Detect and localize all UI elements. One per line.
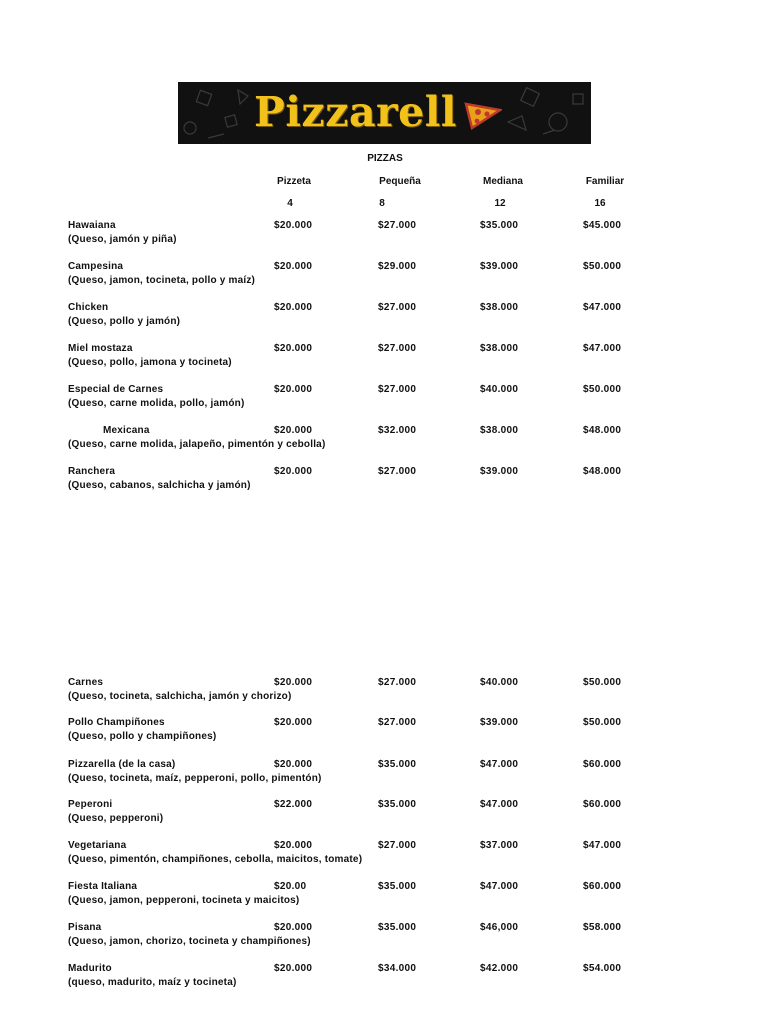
menu-item-price: $27.000 (378, 302, 417, 313)
menu-item-price: $42.000 (480, 963, 519, 974)
menu-item-price: $27.000 (378, 677, 417, 688)
menu-heading: PIZZAS (367, 153, 403, 164)
menu-item (68, 677, 748, 711)
menu-item-price: $47.000 (480, 881, 519, 892)
menu-item-ingredients: (Queso, pollo y champiñones) (68, 731, 217, 742)
menu-item-ingredients: (Queso, jamon, tocineta, pollo y maíz) (68, 275, 256, 286)
menu-item-name: Pizzarella (de la casa) (68, 759, 176, 770)
menu-item-price: $20.000 (274, 425, 313, 436)
menu-item (68, 759, 748, 793)
size-slices-pizzeta: 4 (287, 198, 293, 209)
menu-item-ingredients: (Queso, pollo y jamón) (68, 316, 181, 327)
menu-item-price: $47.000 (480, 799, 519, 810)
menu-item-price: $47.000 (583, 302, 622, 313)
menu-item-name: Peperoni (68, 799, 113, 810)
menu-item-price: $20.000 (274, 840, 313, 851)
menu-item-name: Campesina (68, 261, 124, 272)
menu-item-price: $39.000 (480, 717, 519, 728)
menu-item-name: Madurito (68, 963, 112, 974)
menu-item (68, 717, 748, 751)
menu-item-price: $47.000 (583, 343, 622, 354)
menu-item-price: $20.000 (274, 302, 313, 313)
menu-item-price: $58.000 (583, 922, 622, 933)
menu-item-price: $35.000 (378, 799, 417, 810)
menu-item-price: $48.000 (583, 466, 622, 477)
menu-item-ingredients: (Queso, jamón y piña) (68, 234, 177, 245)
menu-item-price: $20.000 (274, 963, 313, 974)
menu-item-ingredients: (Queso, carne molida, jalapeño, pimentón y cebolla) (68, 439, 326, 450)
menu-item (68, 466, 748, 500)
menu-item-price: $50.000 (583, 677, 622, 688)
menu-item-price: $20.000 (274, 384, 313, 395)
menu-item-price: $27.000 (378, 220, 417, 231)
menu-item-price: $20.000 (274, 717, 313, 728)
menu-item-price: $20.000 (274, 466, 313, 477)
menu-item-price: $60.000 (583, 881, 622, 892)
size-slices-familiar: 16 (594, 198, 606, 209)
size-slices-mediana: 12 (494, 198, 506, 209)
menu-item-ingredients: (Queso, pepperoni) (68, 813, 164, 824)
menu-item (68, 840, 748, 874)
menu-item-price: $20.000 (274, 759, 313, 770)
menu-item-price: $50.000 (583, 717, 622, 728)
menu-item-ingredients: (Queso, jamon, pepperoni, tocineta y maicitos) (68, 895, 300, 906)
menu-item-price: $60.000 (583, 799, 622, 810)
menu-item-price: $50.000 (583, 384, 622, 395)
menu-item (68, 881, 748, 915)
size-slices-pequena: 8 (379, 198, 385, 209)
menu-item-price: $34.000 (378, 963, 417, 974)
menu-item (68, 261, 748, 295)
menu-item-ingredients: (Queso, pollo, jamona y tocineta) (68, 357, 232, 368)
menu-item-price: $22.000 (274, 799, 313, 810)
menu-item-price: $54.000 (583, 963, 622, 974)
menu-item-name: Pollo Champiñones (68, 717, 165, 728)
menu-item-ingredients: (Queso, carne molida, pollo, jamón) (68, 398, 245, 409)
menu-item (68, 922, 748, 956)
menu-item-price: $40.000 (480, 677, 519, 688)
menu-item-price: $27.000 (378, 717, 417, 728)
menu-item-price: $38.000 (480, 302, 519, 313)
menu-item-price: $20.000 (274, 922, 313, 933)
menu-item-ingredients: (queso, madurito, maíz y tocineta) (68, 977, 237, 988)
menu-item-price: $27.000 (378, 343, 417, 354)
menu-item (68, 220, 748, 254)
menu-item-ingredients: (Queso, jamon, chorizo, tocineta y champiñones) (68, 936, 311, 947)
menu-item (68, 799, 748, 833)
menu-item-name: Vegetariana (68, 840, 127, 851)
menu-item-name: Fiesta Italiana (68, 881, 138, 892)
size-label-mediana: Mediana (482, 176, 523, 187)
menu-item (68, 343, 748, 377)
menu-item-price: $35.000 (480, 220, 519, 231)
menu-item-price: $47.000 (583, 840, 622, 851)
menu-item-price: $39.000 (480, 466, 519, 477)
menu-item-ingredients: (Queso, cabanos, salchicha y jamón) (68, 480, 251, 491)
menu-item-price: $47.000 (480, 759, 519, 770)
menu-item-price: $38.000 (480, 343, 519, 354)
menu-item (68, 425, 748, 459)
menu-item-price: $35.000 (378, 881, 417, 892)
menu-item-price: $20.000 (274, 677, 313, 688)
size-label-pizzeta: Pizzeta (277, 176, 311, 187)
menu-item-name: Miel mostaza (68, 343, 133, 354)
menu-item-price: $48.000 (583, 425, 622, 436)
menu-item (68, 963, 748, 997)
menu-item-price: $35.000 (378, 922, 417, 933)
menu-item-price: $38.000 (480, 425, 519, 436)
menu-item-price: $20.000 (274, 261, 313, 272)
menu-item-name: Hawaiana (68, 220, 116, 231)
menu-item (68, 384, 748, 418)
menu-item-price: $50.000 (583, 261, 622, 272)
logo-banner (178, 82, 591, 144)
brand-logo-text: Pizzarell (254, 88, 457, 136)
menu-item-ingredients: (Queso, pimentón, champiñones, cebolla, maicitos, tomate) (68, 854, 363, 865)
menu-item-name: Carnes (68, 677, 104, 688)
menu-item-price: $39.000 (480, 261, 519, 272)
menu-item-price: $37.000 (480, 840, 519, 851)
menu-item-price: $20.00 (274, 881, 307, 892)
menu-item-name: Especial de Carnes (68, 384, 164, 395)
menu-item-ingredients: (Queso, tocineta, salchicha, jamón y chorizo) (68, 691, 292, 702)
menu-item-price: $27.000 (378, 466, 417, 477)
pizza-slice-icon (464, 100, 502, 130)
menu-item-price: $20.000 (274, 343, 313, 354)
menu-item-price: $27.000 (378, 840, 417, 851)
menu-item-name: Chicken (68, 302, 109, 313)
menu-item-price: $32.000 (378, 425, 417, 436)
menu-item-price: $35.000 (378, 759, 417, 770)
menu-item-price: $60.000 (583, 759, 622, 770)
menu-item-ingredients: (Queso, tocineta, maíz, pepperoni, pollo, pimentón) (68, 773, 322, 784)
size-label-familiar: Familiar (585, 176, 625, 187)
menu-item-name: Pisana (68, 922, 102, 933)
menu-item-price: $45.000 (583, 220, 622, 231)
menu-item-price: $27.000 (378, 384, 417, 395)
menu-item-price: $29.000 (378, 261, 417, 272)
menu-item-name: Ranchera (68, 466, 116, 477)
size-label-pequena: Pequeña (379, 176, 421, 187)
menu-item-price: $20.000 (274, 220, 313, 231)
menu-item-name: Mexicana (103, 425, 150, 436)
menu-item-price: $40.000 (480, 384, 519, 395)
menu-item (68, 302, 748, 336)
menu-item-price: $46,000 (480, 922, 519, 933)
